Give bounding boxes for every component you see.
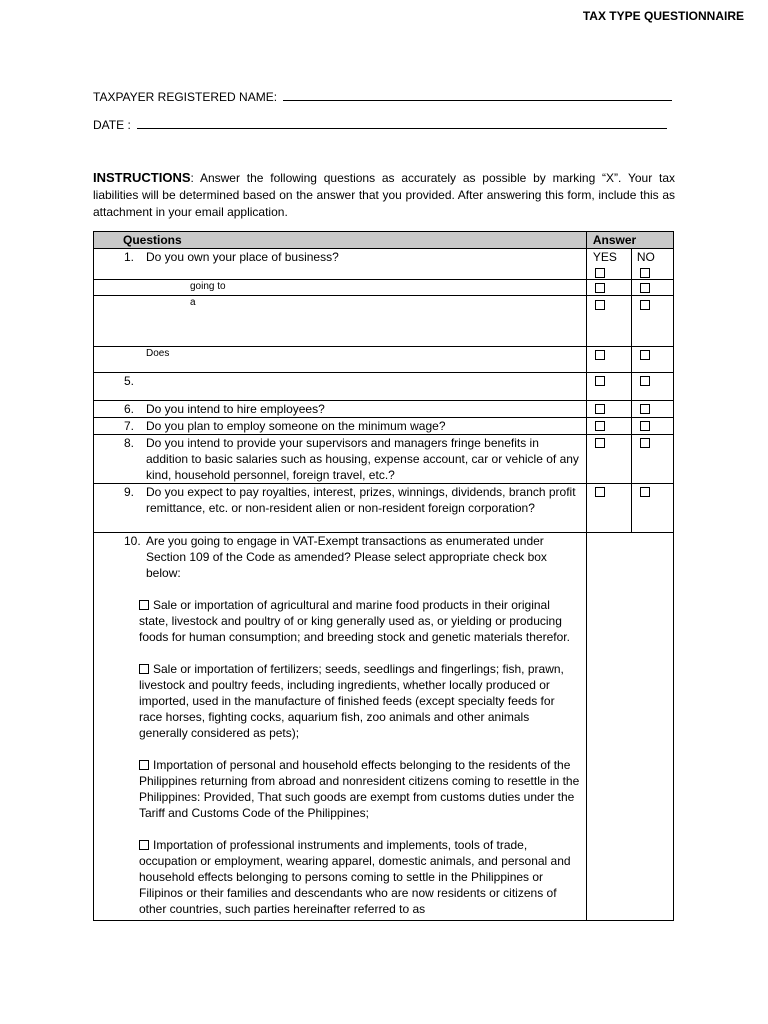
taxpayer-name-blank[interactable] xyxy=(283,89,672,101)
question-number: 5. xyxy=(124,374,135,388)
vat-exempt-option[interactable] xyxy=(139,757,580,821)
no-checkbox[interactable] xyxy=(640,376,650,386)
question-number: 8. xyxy=(124,436,135,450)
question-text: Do you plan to employ someone on the minimum wage? xyxy=(146,419,446,433)
yes-checkbox[interactable] xyxy=(595,376,605,386)
yes-checkbox[interactable] xyxy=(595,268,605,278)
vat-exempt-option[interactable] xyxy=(139,837,580,917)
question-row-2 xyxy=(94,280,674,296)
no-checkbox[interactable] xyxy=(640,421,650,431)
date-blank[interactable] xyxy=(137,117,667,129)
question-text: Do you own your place of business? xyxy=(146,250,339,264)
option-checkbox[interactable] xyxy=(139,600,149,610)
vat-exempt-option[interactable] xyxy=(139,661,580,741)
yes-checkbox[interactable] xyxy=(595,487,605,497)
question-number: 9. xyxy=(124,485,135,499)
option-text: Sale or importation of agricultural and marine food products in their original state, livestock and poultry of or king generally used as, or yielding or producing foods for human consumption; and breeding stock and genetic materials therefor. xyxy=(139,598,570,644)
instructions-paragraph xyxy=(93,169,675,221)
yes-checkbox[interactable] xyxy=(595,300,605,310)
date-field[interactable] xyxy=(93,117,667,132)
yes-label: YES xyxy=(592,250,617,264)
yes-checkbox[interactable] xyxy=(595,350,605,360)
no-checkbox[interactable] xyxy=(640,404,650,414)
question-row-7 xyxy=(94,418,674,435)
taxpayer-name-label: TAXPAYER REGISTERED NAME: xyxy=(93,90,278,104)
question-row-5 xyxy=(94,373,674,401)
taxpayer-name-field[interactable] xyxy=(93,89,672,104)
yes-checkbox[interactable] xyxy=(595,283,605,293)
questionnaire-table xyxy=(93,231,674,921)
question-text: Do you intend to hire employees? xyxy=(146,402,325,416)
question-row-9 xyxy=(94,484,674,533)
yes-checkbox[interactable] xyxy=(595,404,605,414)
question-fragment: Does xyxy=(146,348,170,359)
question-row-6 xyxy=(94,401,674,418)
question-row-8 xyxy=(94,435,674,484)
answer-header: Answer xyxy=(586,232,673,249)
question-fragment: going to xyxy=(190,281,226,292)
answer-cell-10 xyxy=(586,533,673,921)
instructions-heading: INSTRUCTIONS xyxy=(93,170,191,185)
question-fragment: a xyxy=(190,297,196,308)
question-row-10 xyxy=(94,533,674,921)
yes-checkbox[interactable] xyxy=(595,438,605,448)
no-checkbox[interactable] xyxy=(640,350,650,360)
option-text: Importation of professional instruments and implements, tools of trade, occupation or employment, wearing apparel, domestic animals, and personal and household effects belonging to persons coming to settle in the Philippines or Filipinos or their families and descendants who are now residents or citizens of other countries, such parties hereinafter referred to as xyxy=(139,838,571,916)
question-number: 7. xyxy=(124,419,135,433)
question-number: 1. xyxy=(124,250,135,264)
no-checkbox[interactable] xyxy=(640,300,650,310)
no-checkbox[interactable] xyxy=(640,487,650,497)
question-row-4 xyxy=(94,347,674,373)
no-checkbox[interactable] xyxy=(640,268,650,278)
date-label: DATE : xyxy=(93,118,131,132)
option-checkbox[interactable] xyxy=(139,760,149,770)
table-header-row xyxy=(94,232,674,249)
option-text: Importation of personal and household effects belonging to the residents of the Philippines returning from abroad and nonresident citizens coming to resettle in the Philippines: Provided, That such goods are exempt from customs duties under the Tariff and Customs Code of the Philippines; xyxy=(139,758,580,820)
question-row-1 xyxy=(94,249,674,280)
question-number: 6. xyxy=(124,402,135,416)
question-text: Do you intend to provide your supervisors and managers fringe benefits in addition to basic salaries such as housing, expense account, car or vehicle of any kind, household personnel, foreign travel, etc.? xyxy=(146,436,579,482)
yes-checkbox[interactable] xyxy=(595,421,605,431)
option-checkbox[interactable] xyxy=(139,840,149,850)
question-text: Are you going to engage in VAT-Exempt transactions as enumerated under Section 109 of the Code as amended? Please select appropriate check box below: xyxy=(146,534,547,580)
no-checkbox[interactable] xyxy=(640,283,650,293)
no-label: NO xyxy=(636,250,655,264)
instructions-body: : Answer the following questions as accurately as possible by marking “X”. Your tax liabilities will be determined based on the answer that you provided. After answering this form, include this as attachment in your email application. xyxy=(93,171,675,219)
vat-exempt-option[interactable] xyxy=(139,597,580,645)
option-text: Sale or importation of fertilizers; seeds, seedlings and fingerlings; fish, prawn, livestock and poultry feeds, including ingredients, whether locally produced or imported, used in the manufacture of finished feeds (except specialty feeds for race horses, fighting cocks, aquarium fish, zoo animals and other animals generally considered as pets); xyxy=(139,662,564,740)
question-number: 10. xyxy=(124,534,141,548)
option-checkbox[interactable] xyxy=(139,664,149,674)
question-text: Do you expect to pay royalties, interest, prizes, winnings, dividends, branch profit remittance, etc. or non-resident alien or non-resident foreign corporation? xyxy=(146,485,576,515)
no-checkbox[interactable] xyxy=(640,438,650,448)
question-row-3 xyxy=(94,296,674,347)
document-title: TAX TYPE QUESTIONNAIRE xyxy=(582,9,744,23)
questions-header: Questions xyxy=(94,232,587,249)
